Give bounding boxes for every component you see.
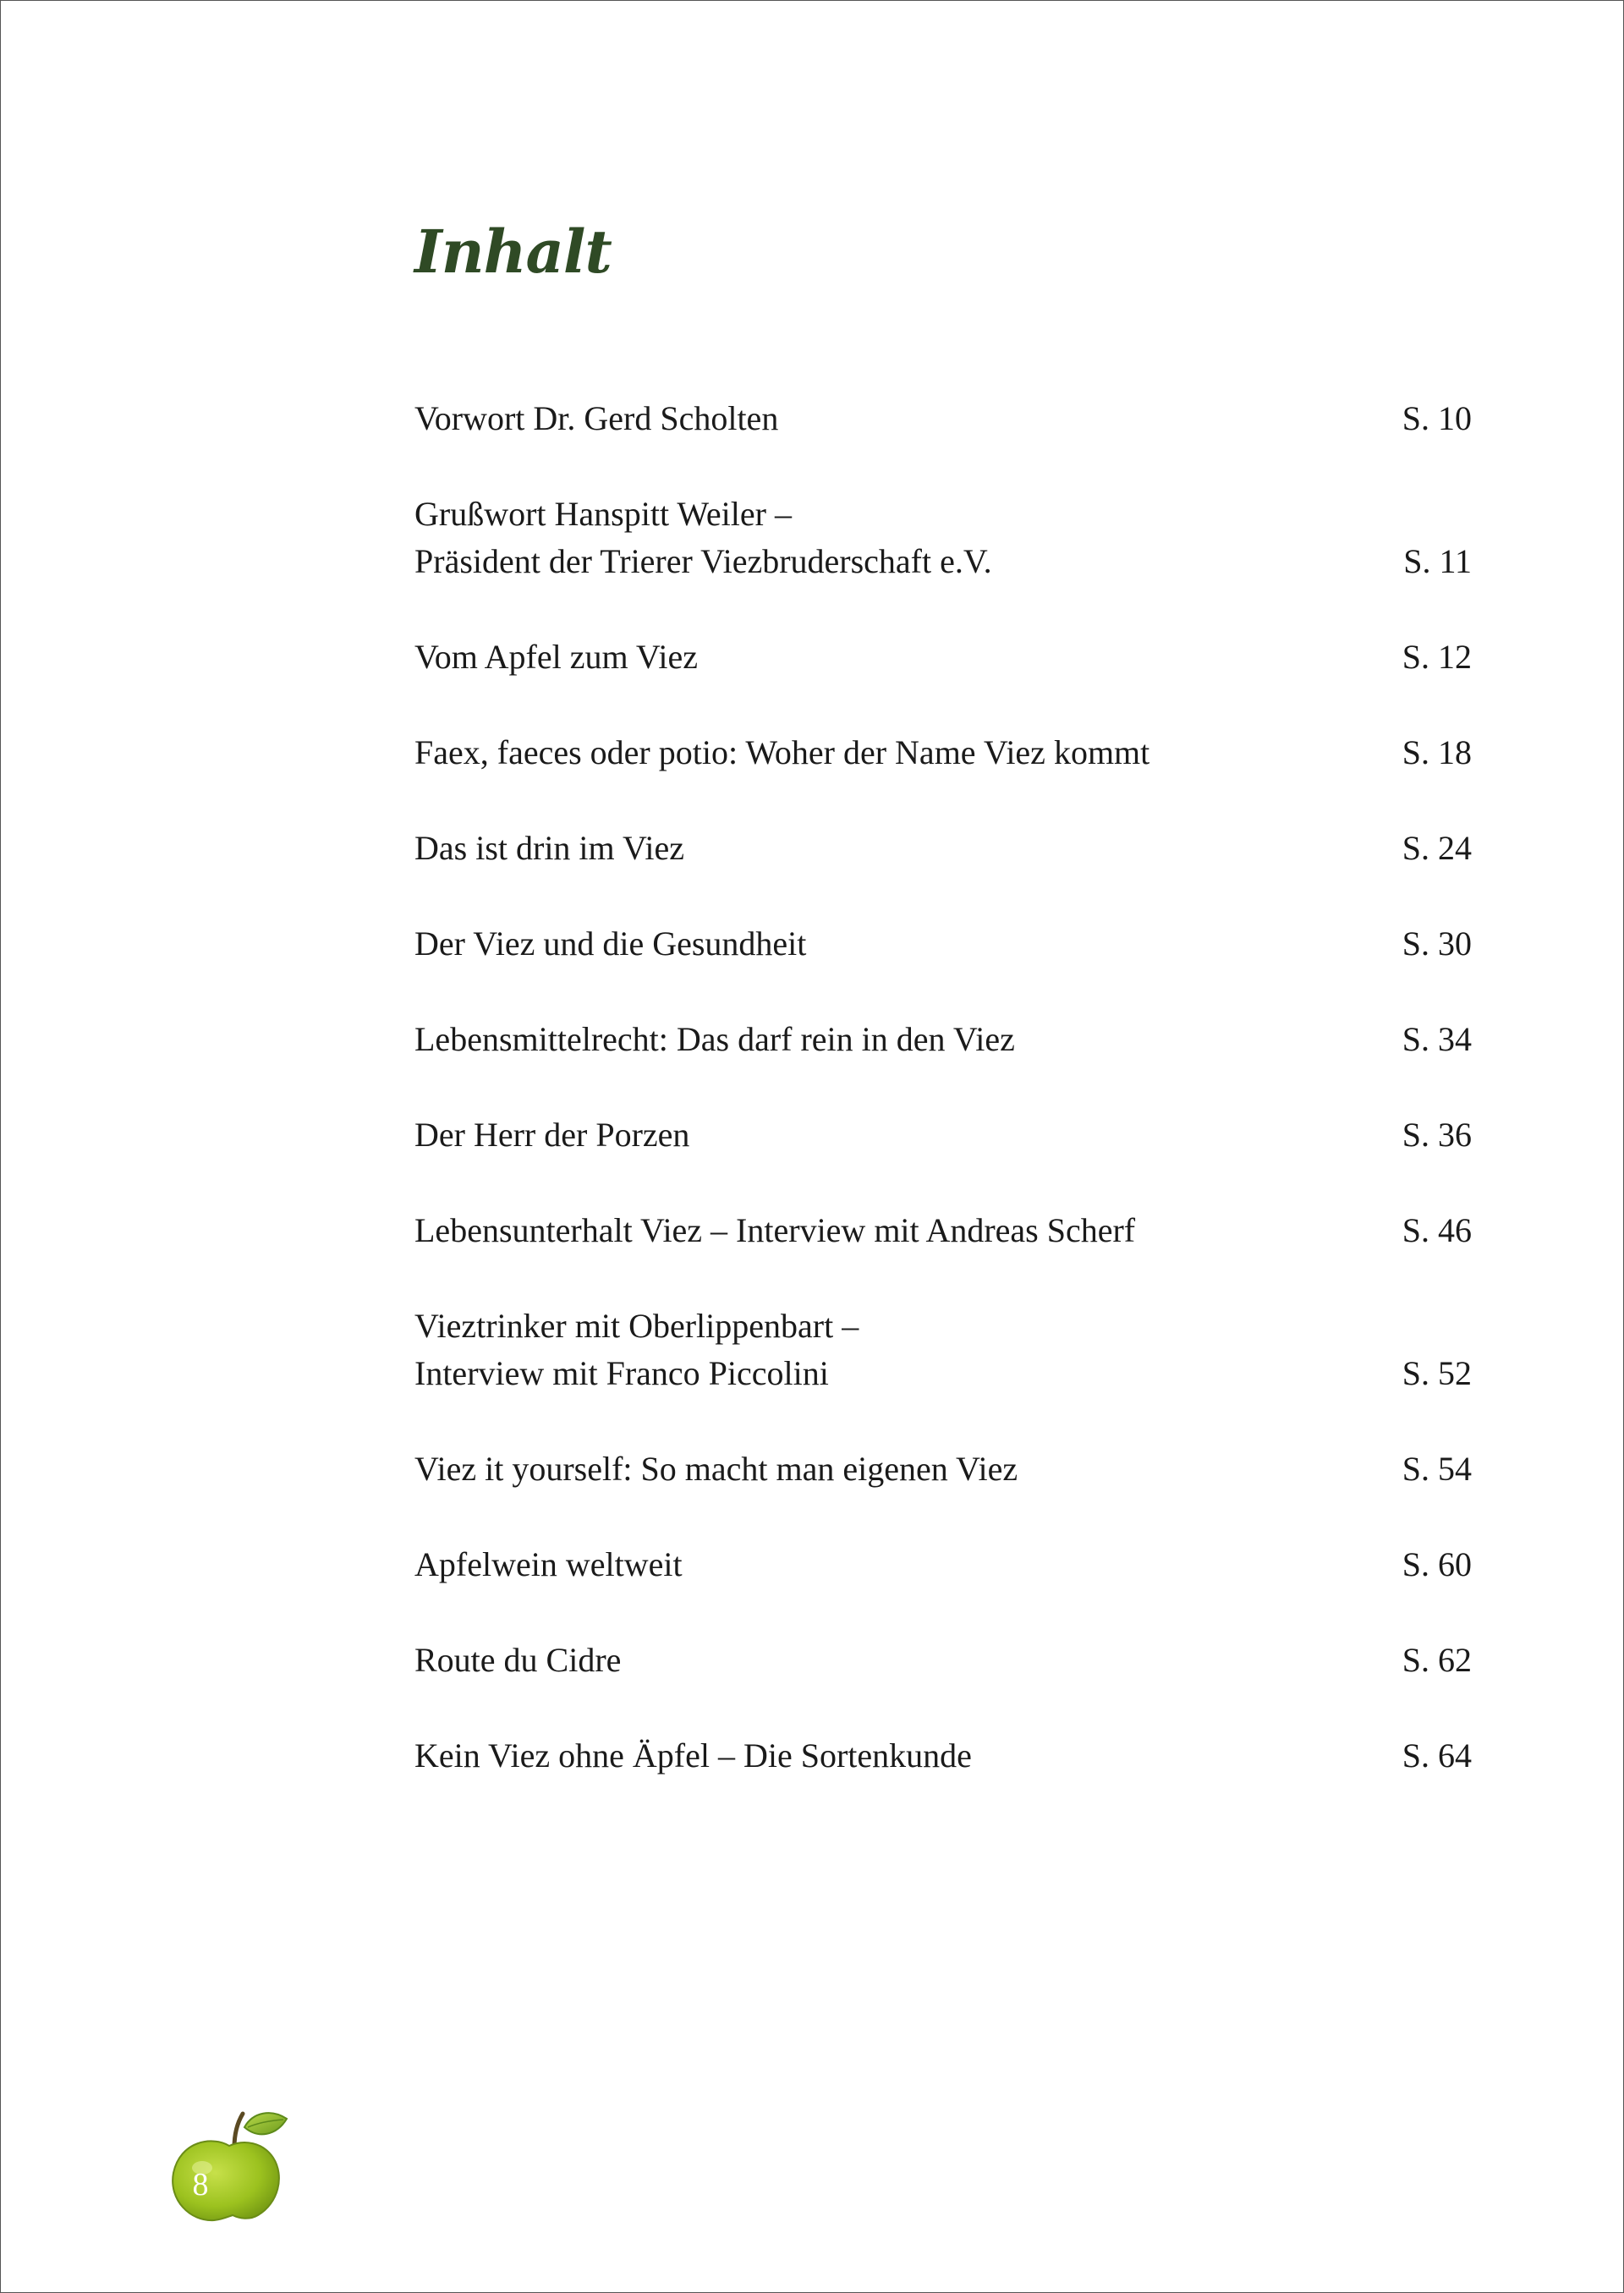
toc-entry-title-line: Lebensmittelrecht: Das darf rein in den Viez	[414, 1020, 1015, 1058]
toc-entry-page: S. 10	[1402, 399, 1472, 437]
toc-entry	[414, 1541, 1472, 1588]
toc-entry	[414, 395, 1472, 442]
toc-entry-title	[414, 1303, 1345, 1397]
toc-entry	[414, 729, 1472, 776]
toc-entry	[414, 1732, 1472, 1780]
green-apple-icon	[162, 2102, 297, 2229]
toc-entry-page: S. 30	[1402, 924, 1472, 963]
toc-entry-page: S. 11	[1403, 542, 1472, 580]
toc-entry-title	[414, 1207, 1345, 1254]
toc-entry-page: S. 60	[1402, 1545, 1472, 1583]
toc-entry-title	[414, 1445, 1345, 1493]
toc-entry-page: S. 12	[1402, 638, 1472, 676]
toc-entry-title	[414, 395, 1345, 442]
toc-entry-title	[414, 1016, 1345, 1063]
toc-entry-title-line: Lebensunterhalt Viez – Interview mit Andreas Scherf	[414, 1211, 1136, 1249]
toc-entry-title	[414, 1111, 1345, 1159]
toc-entry-title	[414, 1541, 1345, 1588]
toc-entry-title-line: Vom Apfel zum Viez	[414, 638, 698, 676]
toc-entry-page: S. 34	[1402, 1020, 1472, 1058]
toc-entry-title-line: Apfelwein weltweit	[414, 1545, 683, 1583]
toc-entry-page: S. 62	[1402, 1641, 1472, 1679]
toc-entry-title-line: Faex, faeces oder potio: Woher der Name Viez kommt	[414, 733, 1150, 771]
toc-entry	[414, 1303, 1472, 1397]
page-title: Inhalt	[414, 217, 612, 287]
toc-entry-title-line: Route du Cidre	[414, 1641, 622, 1679]
toc-entry-page: S. 46	[1402, 1211, 1472, 1249]
toc-entry-title	[414, 825, 1345, 872]
toc-entry-title	[414, 634, 1345, 681]
toc-entry-title	[414, 729, 1345, 776]
toc-entry	[414, 1637, 1472, 1684]
toc-entry	[414, 1207, 1472, 1254]
toc-entry-title	[414, 491, 1345, 585]
toc-entry	[414, 1016, 1472, 1063]
toc-entry-title-line: Viez it yourself: So macht man eigenen Viez	[414, 1450, 1018, 1488]
toc-entry-page: S. 54	[1402, 1450, 1472, 1488]
toc-entry-title-line: Vorwort Dr. Gerd Scholten	[414, 399, 779, 437]
toc-entry-title	[414, 1637, 1345, 1684]
toc-entry	[414, 920, 1472, 968]
toc-entry-title-line: Vieztrinker mit Oberlippenbart –	[414, 1307, 859, 1345]
toc-entry	[414, 1111, 1472, 1159]
toc-entry-title-line: Das ist drin im Viez	[414, 829, 685, 867]
toc-entry-page: S. 64	[1402, 1736, 1472, 1775]
toc-entry-title-line: Der Viez und die Gesundheit	[414, 924, 807, 963]
toc-entry-page: S. 36	[1402, 1116, 1472, 1154]
toc-entry-title	[414, 920, 1345, 968]
toc-entry-title-line: Kein Viez ohne Äpfel – Die Sortenkunde	[414, 1736, 972, 1775]
toc-entry	[414, 1445, 1472, 1493]
toc-entry	[414, 491, 1472, 585]
toc-entry-title	[414, 1732, 1345, 1780]
page-number: 8	[192, 2167, 209, 2202]
toc-entry-title-line: Grußwort Hanspitt Weiler –	[414, 495, 792, 533]
toc-entry-title-line: Präsident der Trierer Viezbruderschaft e.V.	[414, 542, 992, 580]
toc-entry-title-line: Interview mit Franco Piccolini	[414, 1354, 829, 1392]
toc-entry-page: S. 24	[1402, 829, 1472, 867]
toc-entry	[414, 634, 1472, 681]
toc-entry-page: S. 18	[1402, 733, 1472, 771]
toc-entry-page: S. 52	[1402, 1354, 1472, 1392]
toc-entry	[414, 825, 1472, 872]
toc-entry-title-line: Der Herr der Porzen	[414, 1116, 690, 1154]
